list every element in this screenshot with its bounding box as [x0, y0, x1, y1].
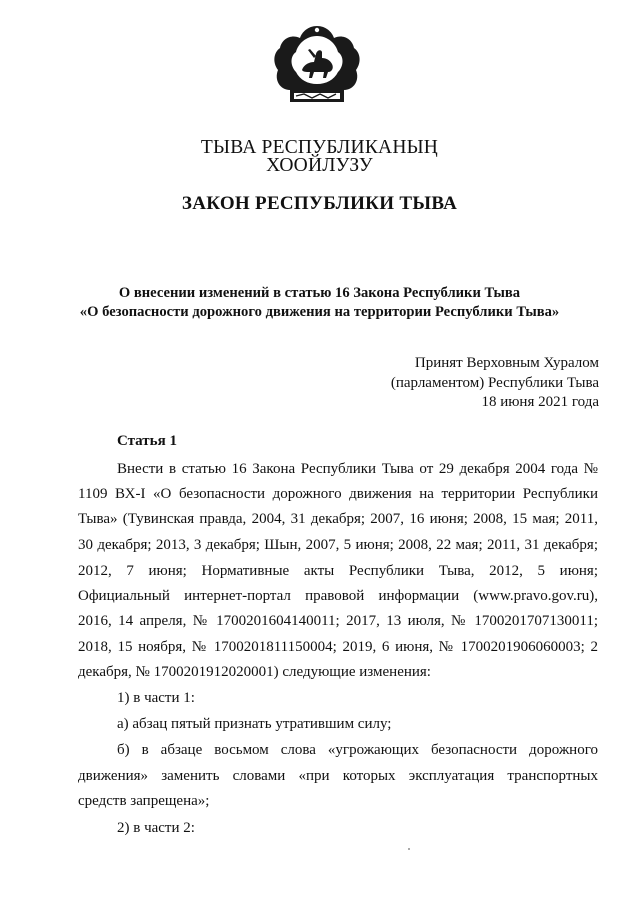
- body-line: движения» заменить словами «при которых эксплуатация транспортных: [78, 768, 598, 784]
- adoption-line1: Принят Верховным Хуралом: [414, 355, 599, 371]
- body-line: декабря, № 1700201912020001) следующие изменения:: [78, 664, 431, 680]
- scan-speck: [408, 848, 410, 850]
- body-line: 2016, 14 апреля, № 1700201604140011; 2017, 13 июля, № 1700201707130011;: [78, 613, 598, 629]
- body-line: 2012, 7 июня; Нормативные акты Республики Тыва, 2012, 5 июня;: [78, 563, 598, 579]
- article-heading: Статья 1: [117, 433, 177, 449]
- body-line: Официальный интернет-портал правовой информации (www.pravo.gov.ru),: [78, 588, 598, 604]
- body-line: Тыва» (Тувинская правда, 2004, 31 декабря; 2007, 16 июня; 2008, 15 мая; 2011,: [78, 511, 598, 527]
- adoption-date: 18 июня 2021 года: [481, 394, 599, 410]
- law-subject-line1: О внесении изменений в статью 16 Закона Республики Тыва: [118, 285, 521, 301]
- body-line: 30 декабря; 2013, 3 декабря; Шын, 2007, 5 июня; 2008, 22 мая; 2011, 31 декабря;: [78, 537, 598, 553]
- body-line: 1) в части 1:: [117, 690, 195, 706]
- body-line: 2) в части 2:: [117, 820, 195, 836]
- republic-name-line1: ТЫВА РЕСПУБЛИКАНЫҢ: [200, 137, 439, 158]
- body-line: 1109 ВХ-I «О безопасности дорожного движения на территории Республики: [78, 486, 598, 502]
- body-line: 2018, 15 ноября, № 1700201811150004; 2019, 6 июня, № 1700201906060003; 2: [78, 639, 598, 655]
- adoption-line2: (парламентом) Республики Тыва: [390, 375, 599, 391]
- body-line: а) абзац пятый признать утратившим силу;: [117, 716, 392, 732]
- body-line: б) в абзаце восьмом слова «угрожающих безопасности дорожного: [117, 742, 598, 758]
- body-line: средств запрещена»;: [78, 793, 210, 809]
- body-line: Внести в статью 16 Закона Республики Тыва от 29 декабря 2004 года №: [117, 461, 598, 477]
- law-title: ЗАКОН РЕСПУБЛИКИ ТЫВА: [181, 193, 458, 214]
- law-subject-line2: «О безопасности дорожного движения на территории Республики Тыва»: [79, 304, 560, 320]
- coat-of-arms-icon: [270, 22, 364, 108]
- republic-name-line2: ХООЙЛУЗУ: [266, 155, 373, 176]
